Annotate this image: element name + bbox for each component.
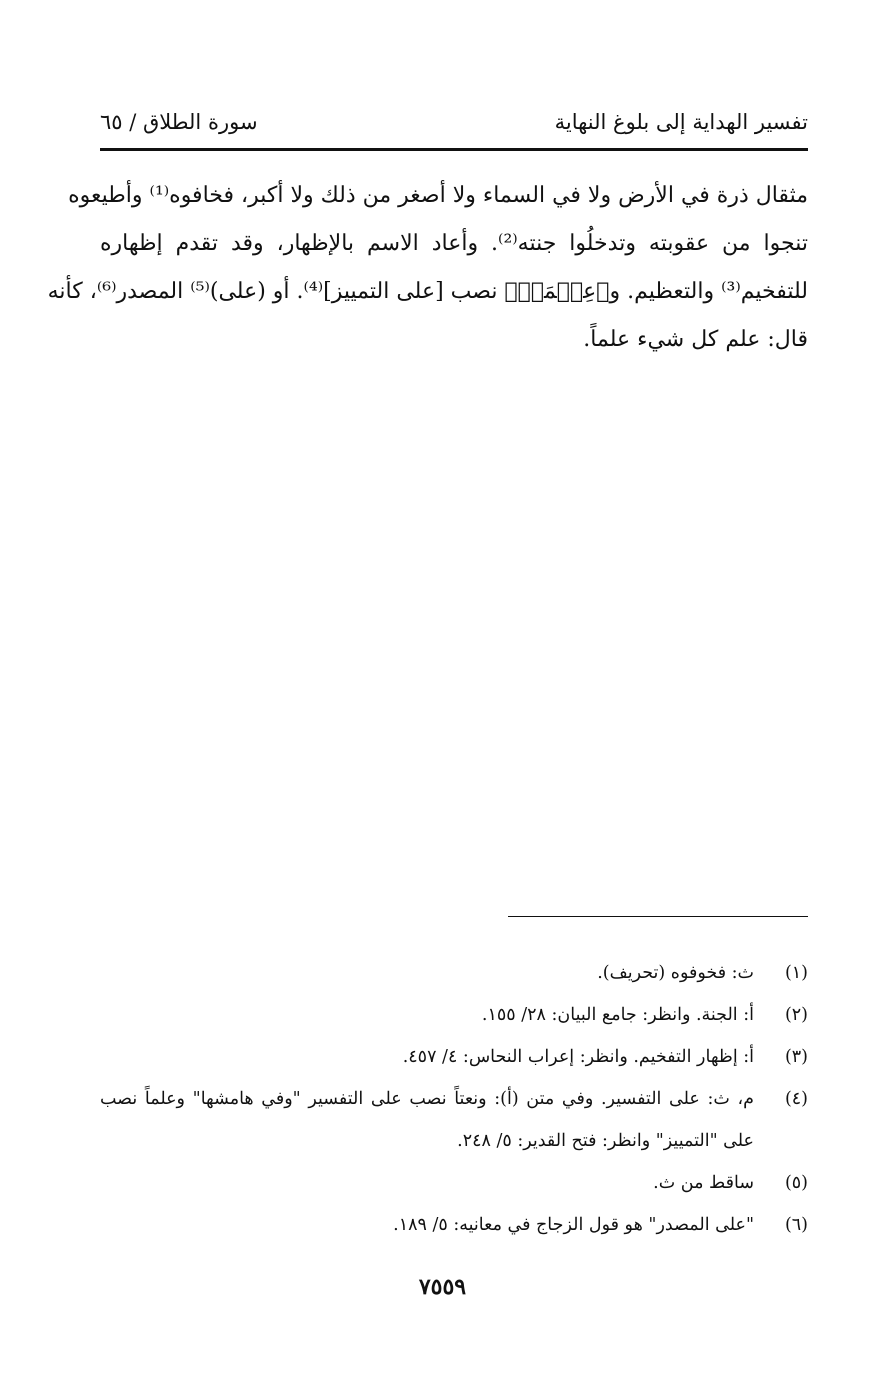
footnote-text: ساقط من ث. <box>653 1173 754 1193</box>
main-text <box>47 172 808 364</box>
header-divider <box>100 148 808 151</box>
footnote-number: (٦) <box>784 1215 808 1235</box>
footnote-item <box>100 1036 808 1078</box>
footnote-item <box>100 1162 808 1204</box>
book-title: تفسير الهداية إلى بلوغ النهاية <box>554 110 808 134</box>
text-line: تنجوا من عقوبته وتدخلُوا جنته⁽²⁾. وأعاد الاسم بالإظهار، وقد تقدم إظهاره <box>100 231 808 256</box>
footnote-number: (٣) <box>784 1047 808 1067</box>
footnote-text: ث: فخوفوه (تحريف). <box>597 963 754 983</box>
footnote-item <box>100 1204 808 1246</box>
footnote-item <box>100 1078 808 1162</box>
running-header <box>100 104 808 144</box>
footnote-text: "على المصدر" هو قول الزجاج في معانيه: ٥/ ١٨٩. <box>393 1215 754 1235</box>
surah-reference: سورة الطلاق / ٦٥ <box>100 110 258 134</box>
footnote-item <box>100 952 808 994</box>
footnote-number: (١) <box>784 963 808 983</box>
footnote-divider <box>508 916 808 917</box>
footnote-text: أ: الجنة. وانظر: جامع البيان: ٢٨/ ١٥٥. <box>481 1005 754 1025</box>
footnote-number: (٤) <box>784 1089 808 1109</box>
footnote-number: (٥) <box>784 1173 808 1193</box>
footnotes <box>100 952 808 1246</box>
text-line: قال: علم كل شيء علماً. <box>583 327 808 352</box>
footnote-item <box>100 994 808 1036</box>
text-line: مثقال ذرة في الأرض ولا في السماء ولا أصغر من ذلك ولا أكبر، فخافوه⁽¹⁾ وأطيعوه <box>68 183 808 208</box>
footnote-text: أ: إظهار التفخيم. وانظر: إعراب النحاس: ٤/ ٤٥٧. <box>402 1047 754 1067</box>
footnote-number: (٢) <box>784 1005 808 1025</box>
text-line: للتفخيم⁽³⁾ والتعظيم. و﴿عِلۡمَاۢ﴾ نصب [على التمييز]⁽⁴⁾. أو (على)⁽⁵⁾ المصدر⁽⁶⁾، كأنه <box>47 279 808 304</box>
footnote-text: م، ث: على التفسير. وفي متن (أ): ونعتاً نصب على التفسير "وفي هامشها" وعلماً نصب على "التمييز" وانظر: فتح القدير: ٥/ ٢٤٨. <box>100 1089 754 1151</box>
page-number: ٧٥٥٩ <box>418 1274 467 1300</box>
